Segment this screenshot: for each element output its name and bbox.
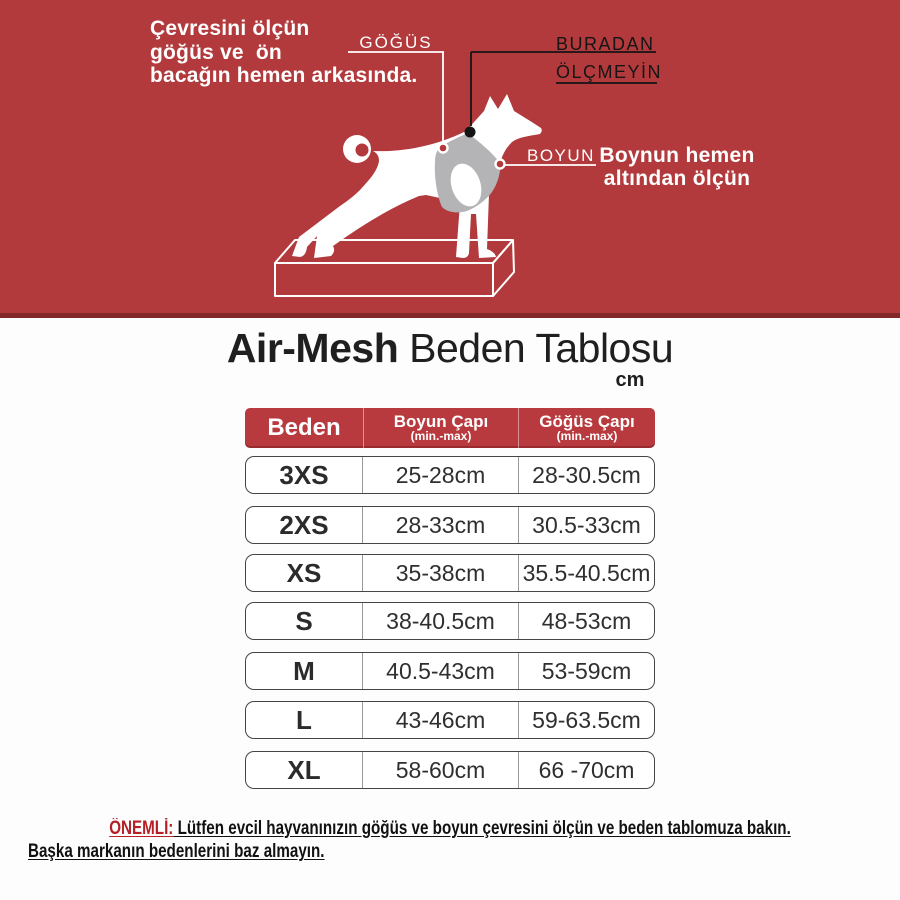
size-cell: M <box>293 655 315 686</box>
chest-measure-note-line3: bacağın hemen arkasında. <box>150 64 418 87</box>
neck-label: BOYUN <box>527 146 595 165</box>
neck-measure-note-line2: altından ölçün <box>603 167 751 190</box>
neck-measure-note-line1: Boynun hemen <box>599 144 755 167</box>
title-rest: Beden Tablosu <box>398 325 674 371</box>
neck-cell: 58-60cm <box>362 752 518 788</box>
chest-cell: 59-63.5cm <box>518 702 654 738</box>
neck-cell: 35-38cm <box>362 555 518 591</box>
collar-dot <box>465 127 476 138</box>
table-row <box>245 456 655 494</box>
chest-cell: 35.5-40.5cm <box>518 555 654 591</box>
important-note-line2: Başka markanın bedenlerini baz almayın. <box>28 841 325 862</box>
header-neck-main: Boyun Çapı <box>393 412 489 431</box>
size-cell: XS <box>286 557 322 588</box>
table-header <box>245 408 655 448</box>
neck-cell: 43-46cm <box>362 702 518 738</box>
neck-measure-note <box>598 144 756 190</box>
table-row <box>245 701 655 739</box>
neck-cell: 38-40.5cm <box>362 603 518 639</box>
page-title <box>0 325 900 372</box>
dog-tail-notch <box>356 144 369 157</box>
header-chest-column <box>518 408 655 448</box>
header-chest-main: Göğüs Çapı <box>539 412 635 431</box>
table-row <box>245 506 655 544</box>
header-chest-sub: (min.-max) <box>556 429 618 443</box>
important-note <box>0 818 900 840</box>
table-row <box>245 602 655 640</box>
neck-cell: 25-28cm <box>362 457 518 493</box>
dog-measurement-diagram <box>0 0 900 313</box>
do-not-measure-label <box>556 30 662 86</box>
neck-cell: 40.5-43cm <box>362 653 518 689</box>
size-cell: XL <box>287 754 321 785</box>
table-row <box>245 554 655 592</box>
measurement-banner <box>0 0 900 318</box>
table-row <box>245 652 655 690</box>
chest-cell: 30.5-33cm <box>518 507 654 543</box>
size-cell: 2XS <box>279 509 329 540</box>
platform-box <box>275 240 514 296</box>
brand-name: Air-Mesh <box>226 325 399 371</box>
neck-marker-circle <box>496 160 505 169</box>
dog-silhouette <box>292 94 542 258</box>
do-not-measure-line2: ÖLÇMEYİN <box>556 62 663 82</box>
do-not-measure-line1: BURADAN <box>556 34 655 54</box>
header-size-column: Beden <box>267 414 341 441</box>
unit-label: cm <box>615 369 645 391</box>
size-cell: 3XS <box>279 459 329 490</box>
chest-cell: 53-59cm <box>518 653 654 689</box>
important-label: ÖNEMLİ: <box>109 818 174 839</box>
neck-cell: 28-33cm <box>362 507 518 543</box>
size-cell: L <box>296 704 312 735</box>
chest-measure-note-line1: Çevresini ölçün <box>150 17 310 40</box>
header-neck-sub: (min.-max) <box>410 429 472 443</box>
chest-label: GÖĞÜS <box>359 33 433 52</box>
header-neck-column <box>363 408 518 448</box>
chest-cell: 28-30.5cm <box>518 457 654 493</box>
chest-cell: 48-53cm <box>518 603 654 639</box>
chest-cell: 66 -70cm <box>518 752 654 788</box>
chest-marker-circle <box>439 144 448 153</box>
size-cell: S <box>295 605 313 636</box>
important-note-text: Lütfen evcil hayvanınızın göğüs ve boyun çevresini ölçün ve beden tablomuza bakın. <box>173 818 791 839</box>
chest-measure-note-line2: göğüs ve ön <box>150 40 282 64</box>
table-row <box>245 751 655 789</box>
